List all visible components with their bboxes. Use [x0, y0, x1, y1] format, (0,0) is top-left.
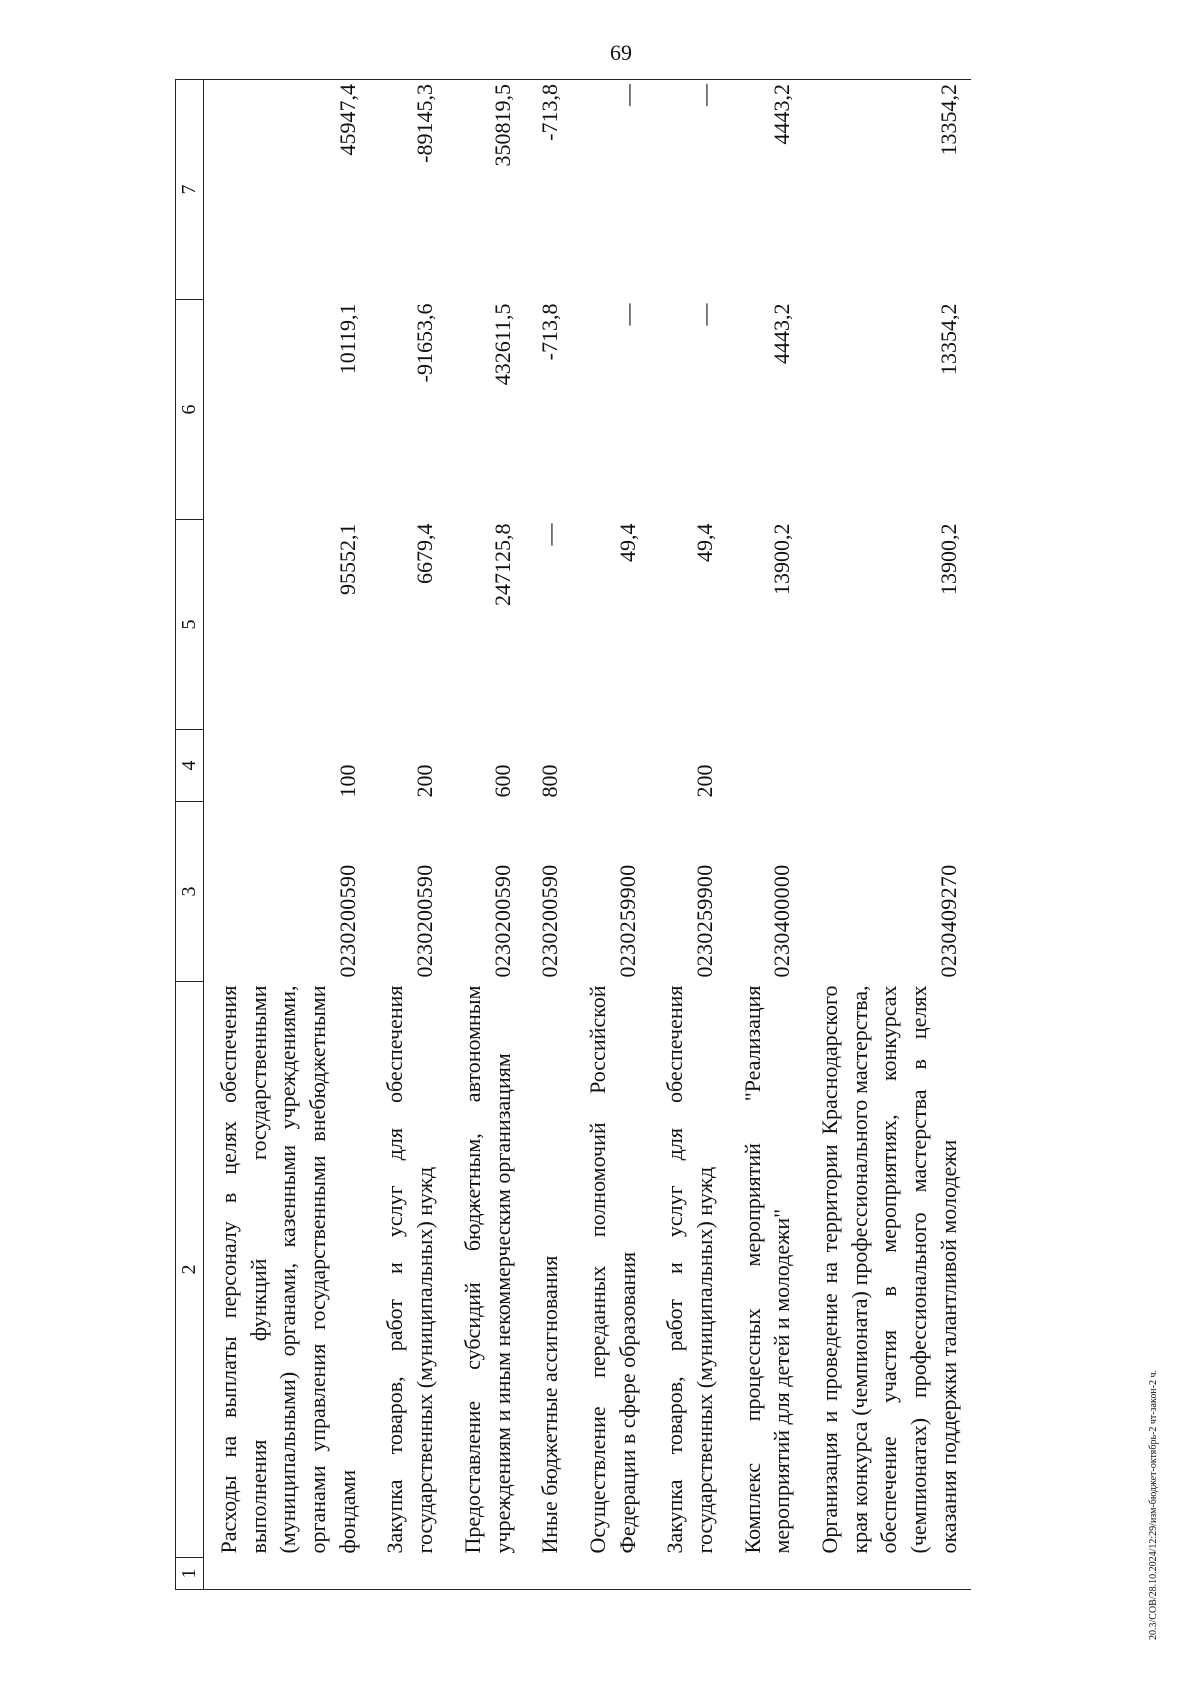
table-row	[448, 80, 525, 1590]
cell-amount-7: -89145,3	[370, 80, 447, 300]
cell-col1	[370, 1558, 447, 1590]
cell-code: 0230259900	[691, 864, 717, 978]
cell-amount-5: 13900,2	[769, 523, 795, 595]
cell-amount-5: 6679,4	[412, 523, 438, 584]
table-rotated-container	[175, 80, 1125, 1590]
cell-col1	[525, 1558, 573, 1590]
cell-amount-6: 13354,2	[935, 303, 961, 375]
table-row	[728, 80, 805, 1590]
cell-code: 0230200590	[537, 864, 563, 978]
cell-amount-7: 13354,2	[805, 80, 971, 300]
cell-code: 0230200590	[412, 864, 438, 978]
cell-amount-7: 45947,4	[204, 80, 371, 300]
header-col-5: 5	[176, 520, 204, 730]
cell-description: Осуществление переданных полномочий Российской Федерации в сфере образования	[584, 985, 640, 1554]
header-col-2: 2	[176, 982, 204, 1558]
cell-amount-5: —	[537, 523, 563, 546]
table-header-row	[176, 80, 204, 1590]
cell-amount-6: 4443,2	[769, 303, 795, 364]
cell-col1	[650, 1558, 727, 1590]
cell-amount-6: —	[614, 303, 640, 326]
cell-amount-6: 432611,5	[489, 303, 515, 386]
cell-description: Организация и проведение на территории Краснодарского края конкурса (чемпионата) профессионального мастерства, обеспечение участия в мероприятиях, конкурсах (чемпионатах) профессионального мастерства в целях оказания поддержки талантливой молодежи	[817, 985, 961, 1554]
cell-description: Расходы на выплаты персоналу в целях обеспечения выполнения функций государственными (муниципальными) органами, казенными учреждениями, органами управления государственными внебюджетными фондами	[216, 985, 360, 1554]
cell-type: 800	[537, 764, 563, 798]
cell-amount-6: —	[691, 303, 717, 326]
cell-col1	[448, 1558, 525, 1590]
header-col-4: 4	[176, 730, 204, 802]
cell-amount-7: 350819,5	[448, 80, 525, 300]
cell-amount-6: 10119,1	[334, 303, 360, 375]
cell-code: 0230400000	[769, 864, 795, 978]
table-row	[805, 80, 971, 1590]
cell-type: 200	[691, 764, 717, 798]
header-col-6: 6	[176, 300, 204, 520]
page-number: 69	[610, 40, 632, 65]
cell-col1	[573, 1558, 650, 1590]
cell-amount-5: 95552,1	[334, 523, 360, 595]
document-footer-code: 20.3/СОВ/28.10.2024/12:29/изм-бюджет-октябрь-2 чт-закон-2 ч.	[1148, 1369, 1159, 1640]
cell-amount-5: 247125,8	[489, 523, 515, 606]
cell-type	[728, 730, 805, 802]
budget-table	[175, 79, 971, 1590]
cell-description: Предоставление субсидий бюджетным, автономным учреждениям и иным некоммерческим организациям	[459, 985, 515, 1554]
table-body	[204, 80, 972, 1590]
header-col-3: 3	[176, 802, 204, 982]
cell-amount-5: 13900,2	[935, 523, 961, 595]
cell-code: 0230200590	[334, 864, 360, 978]
table-row	[573, 80, 650, 1590]
cell-amount-5: 49,4	[691, 523, 717, 562]
cell-code: 0230259900	[614, 864, 640, 978]
cell-description: Закупка товаров, работ и услуг для обеспечения государственных (муниципальных) нужд	[662, 985, 717, 1554]
cell-amount-7: 4443,2	[728, 80, 805, 300]
cell-description: Комплекс процессных мероприятий "Реализация мероприятий для детей и молодежи"	[739, 985, 795, 1554]
table-row	[525, 80, 573, 1590]
cell-type: 600	[489, 764, 515, 798]
header-col-7: 7	[176, 80, 204, 300]
cell-description: Иные бюджетные ассигнования	[537, 1255, 563, 1554]
cell-type	[573, 730, 650, 802]
cell-type	[805, 730, 971, 802]
cell-code: 0230409270	[935, 864, 961, 978]
cell-col1	[805, 1558, 971, 1590]
cell-code: 0230200590	[489, 864, 515, 978]
table-row	[370, 80, 447, 1590]
table-row	[204, 80, 371, 1590]
cell-col1	[204, 1558, 371, 1590]
header-col-1: 1	[176, 1558, 204, 1590]
cell-amount-6: -713,8	[537, 303, 563, 361]
cell-amount-5: 49,4	[614, 523, 640, 562]
cell-col1	[728, 1558, 805, 1590]
cell-type: 200	[412, 764, 438, 798]
cell-type: 100	[334, 764, 360, 798]
cell-description: Закупка товаров, работ и услуг для обеспечения государственных (муниципальных) нужд	[382, 985, 438, 1554]
cell-amount-7: -713,8	[525, 80, 573, 300]
cell-amount-6: -91653,6	[412, 303, 438, 383]
table-row	[650, 80, 727, 1590]
cell-amount-7: —	[650, 80, 727, 300]
cell-amount-7: —	[573, 80, 650, 300]
